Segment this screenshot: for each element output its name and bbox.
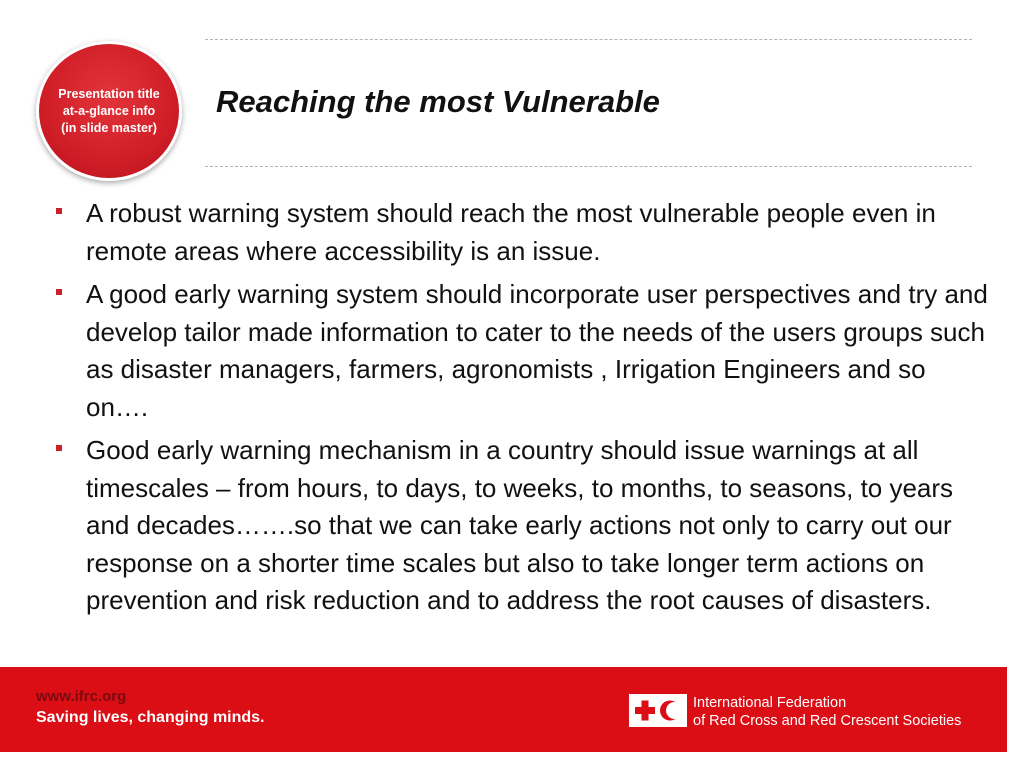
bullet-square-icon [56,445,62,451]
red-cross-red-crescent-emblem-icon [629,694,687,727]
slide-title: Reaching the most Vulnerable [216,84,660,119]
footer-url: www.ifrc.org [36,688,127,705]
footer-slogan: Saving lives, changing minds. [36,709,265,726]
bullet-item [54,432,994,620]
bullet-text: A robust warning system should reach the most vulnerable people even in remote areas where accessibility is an issue. [86,198,936,266]
bullet-square-icon [56,208,62,214]
badge-text [49,86,169,137]
badge-line-2: at-a-glance info [62,103,156,118]
badge-line-1: Presentation title [58,86,160,101]
bullet-text: A good early warning system should incorporate user perspectives and try and develop tailor made information to cater to the needs of the users groups such as disaster managers, farmers, agronomists , Irrigation Engineers and so on…. [86,279,988,422]
bullet-square-icon [56,289,62,295]
presentation-title-badge [36,41,182,181]
bullet-item [54,195,994,270]
bullet-list [54,195,994,626]
title-divider-bottom [205,166,972,167]
org-name-line-1: International Federation [693,695,847,711]
badge-line-3: (in slide master) [61,120,157,135]
footer-banner [0,667,1007,752]
organization-name [693,694,961,730]
org-name-line-2: of Red Cross and Red Crescent Societies [693,713,962,729]
title-divider-top [205,39,972,40]
bullet-item [54,276,994,426]
bullet-text: Good early warning mechanism in a country should issue warnings at all timescales – from hours, to days, to weeks, to months, to seasons, to years and decades…….so that we can take early actions not only to carry out our response on a shorter time scales but also to take longer term actions on prevention and risk reduction and to address the root causes of disasters. [86,435,954,615]
